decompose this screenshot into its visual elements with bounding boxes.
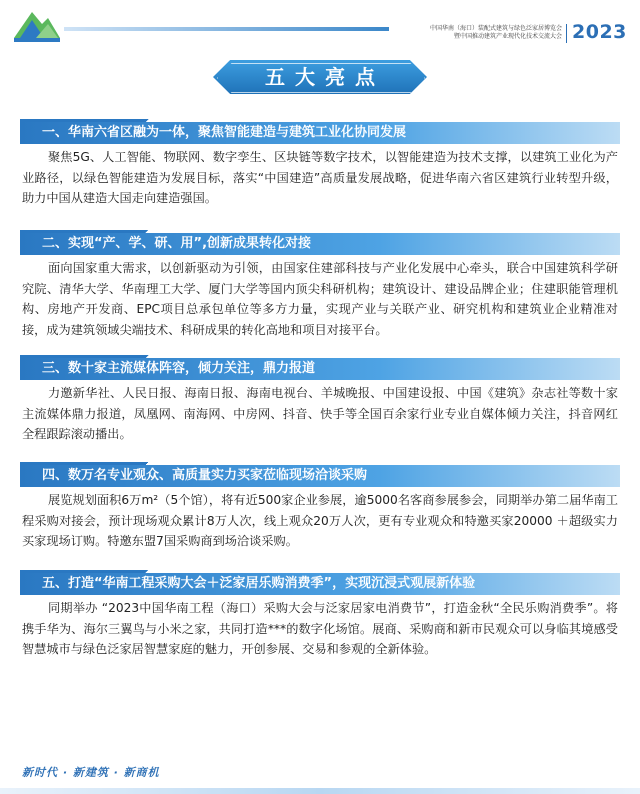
page-title: 五大亮点 bbox=[265, 65, 385, 89]
section-3-heading: 三、数十家主流媒体阵容，倾力关注，鼎力报道 bbox=[42, 361, 316, 376]
header-divider bbox=[566, 24, 567, 43]
page-header bbox=[0, 0, 640, 58]
section-4-heading: 四、数万名专业观众、高质量实力买家莅临现场洽谈采购 bbox=[42, 468, 368, 483]
section-1-heading: 一、华南六省区融为一体，聚焦智能建造与建筑工业化协同发展 bbox=[42, 125, 407, 140]
section-5-heading: 五、打造“华南工程采购大会＋泛家居乐购消费季”，实现沉浸式观展新体验 bbox=[42, 576, 476, 591]
footer-accent-line bbox=[0, 788, 640, 794]
section-2-body: 面向国家重大需求，以创新驱动为引领，由国家住建部科技与产业化发展中心牵头，联合中国建筑科学研究院、清华大学、华南理工大学、厦门大学等国内顶尖科研机构；建筑设计、建设品牌企业；住建职能管理机构、房地产开发商、EPC项目总承包单位等多方力量，实现产业与关联产业、研究机构和建筑业企业精准对接，成为建筑领域尖端技术、科研成果的转化高地和项目对接平台。 bbox=[22, 261, 618, 337]
header-accent-line bbox=[64, 27, 389, 31]
section-4-heading-bar bbox=[20, 465, 620, 487]
section-5-heading-bar bbox=[20, 573, 620, 595]
section-2-heading: 二、实现“产、学、研、用”,创新成果转化对接 bbox=[42, 236, 312, 251]
header-subtitle-line1: 中国华南（海口）装配式建筑与绿色泛家居博览会 bbox=[429, 25, 562, 32]
section-4-body: 展览规划面积6万m²（5个馆），将有近500家企业参展，逾5000名客商参展参会，同期举办第二届华南工程采购对接会，预计现场观众累计8万人次，线上观众20万人次，更有专业观众和特邀买家20000 ＋超级实力买家现场订购。特邀东盟7国采购商到场洽谈采购。 bbox=[22, 493, 618, 548]
section-5-body: 同期举办 “2023中国华南工程（海口）采购大会与泛家居家电消费节”，打造金秋“全民乐购消费季”。将携手华为、海尔三翼鸟与小米之家，共同打造***的数字化场馆。展商、采购商和新市民观众可以身临其境感受智慧城市与绿色泛家居智慧家庭的魅力，开创参展、交易和参观的全新体验。 bbox=[22, 601, 618, 656]
section-1-body: 聚焦5G、人工智能、物联网、数字孪生、区块链等数字技术，以智能建造为技术支撑，以建筑工业化为产业路径，以绿色智能建造为发展目标，落实“中国建造”高质量发展战略，促进华南六省区建筑行业转型升级，助力中国从建造大国走向建造强国。 bbox=[22, 150, 618, 205]
section-1-heading-bar bbox=[20, 122, 620, 144]
footer-slogan: 新时代 · 新建筑 · 新商机 bbox=[22, 766, 160, 779]
expo-logo-icon bbox=[10, 4, 62, 48]
page-title-banner bbox=[213, 60, 427, 94]
section-2-heading-bar bbox=[20, 233, 620, 255]
header-subtitle-line2: 暨中国推动建筑产业现代化技术交流大会 bbox=[453, 33, 562, 40]
section-3-body: 力邀新华社、人民日报、海南日报、海南电视台、羊城晚报、中国建设报、中国《建筑》杂志社等数十家主流媒体鼎力报道，凤凰网、南海网、中房网、抖音、快手等全国百余家行业专业自媒体倾力关注，抖音网红全程跟踪滚动播出。 bbox=[22, 386, 618, 441]
header-year: 2023 bbox=[572, 21, 627, 43]
section-3-heading-bar bbox=[20, 358, 620, 380]
